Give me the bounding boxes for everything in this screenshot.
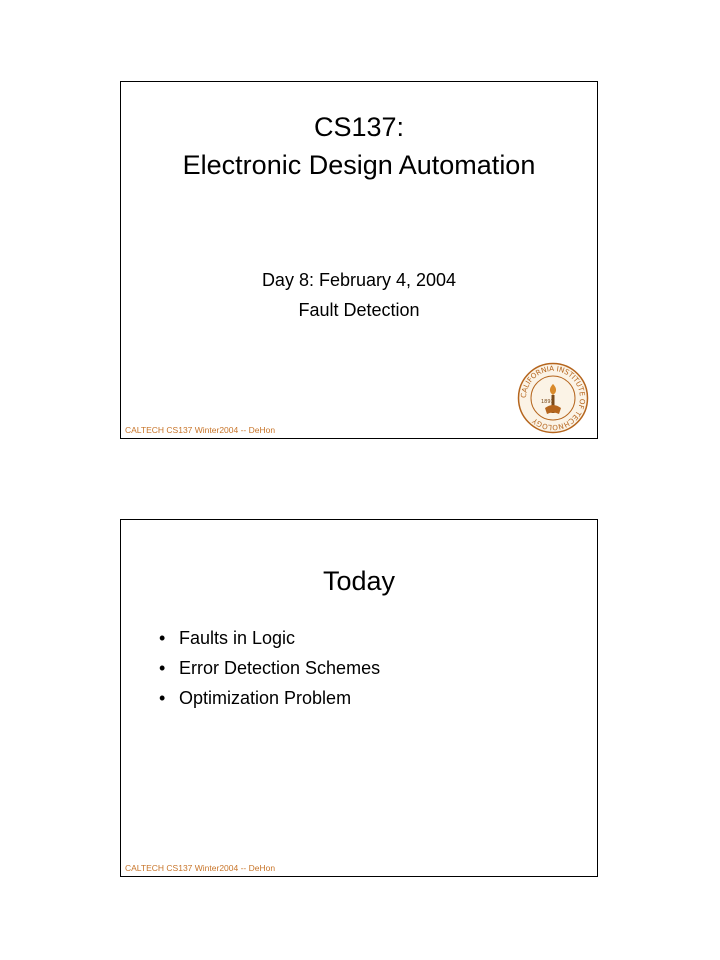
slide-2-title: Today [322, 566, 396, 596]
bullet-list [157, 623, 380, 713]
seal-year: 1891 [541, 399, 554, 405]
slide-2-footer: CALTECH CS137 Winter2004 -- DeHon [125, 863, 276, 873]
slide-2 [120, 519, 598, 877]
bullet-item [157, 623, 380, 653]
bullet-text: Error Detection Schemes [179, 658, 381, 678]
bullet-text: Optimization Problem [179, 688, 352, 708]
seal-text: CALIFORNIA INSTITUTE OF TECHNOLOGY [518, 363, 588, 433]
bullet-item [157, 683, 380, 713]
date-line: Day 8: February 4, 2004 [261, 270, 457, 290]
bullet-icon: • [159, 688, 166, 708]
slide-1-footer: CALTECH CS137 Winter2004 -- DeHon [125, 425, 276, 435]
bullet-icon: • [159, 628, 166, 648]
title-line-1: CS137: [313, 112, 405, 142]
bullet-icon: • [159, 658, 166, 678]
slide-1-subtitle [121, 265, 597, 325]
bullet-item [157, 653, 380, 683]
slide-1-title [121, 108, 597, 184]
topic-line: Fault Detection [298, 300, 420, 320]
bullet-text: Faults in Logic [179, 628, 296, 648]
slide-1 [120, 81, 598, 439]
title-line-2: Electronic Design Automation [182, 150, 536, 180]
caltech-seal-logo [517, 362, 589, 434]
